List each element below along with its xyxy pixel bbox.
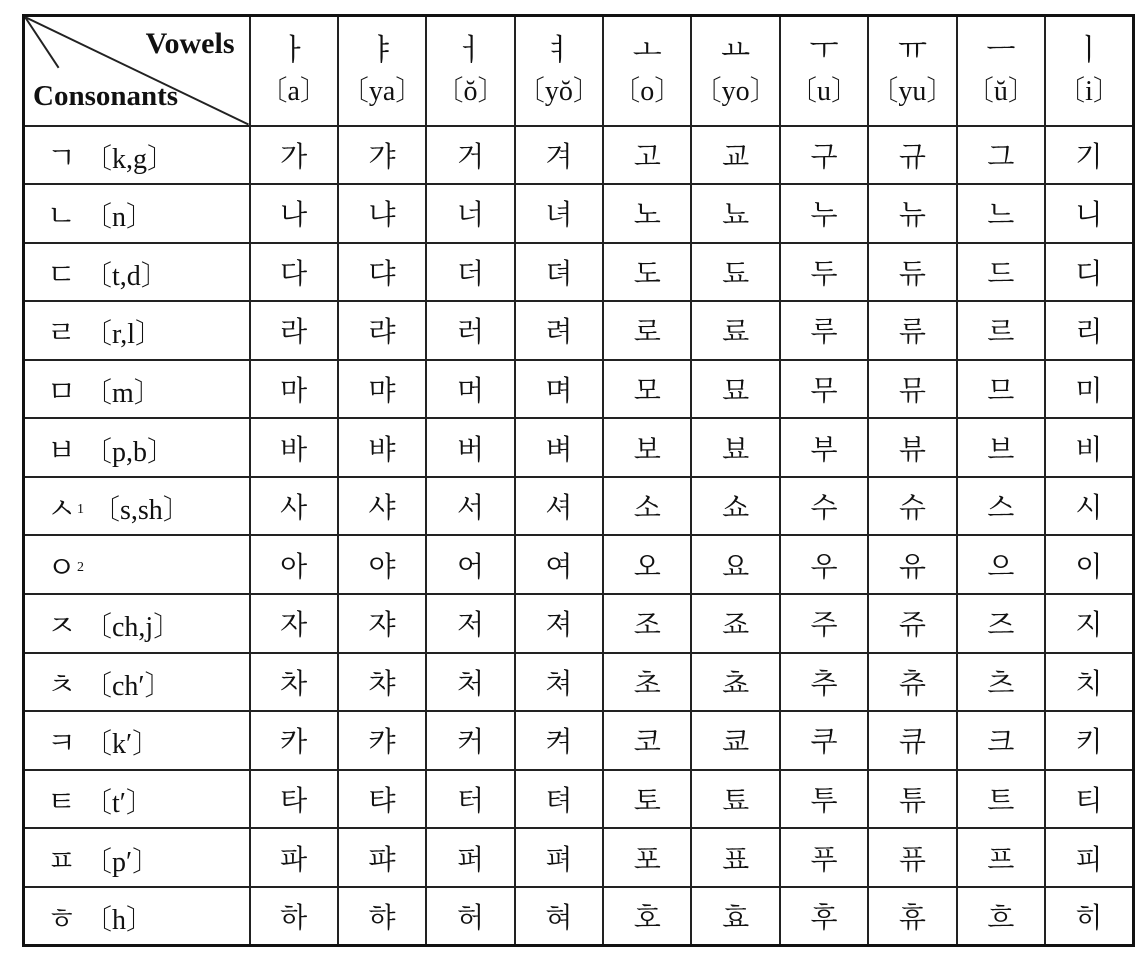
syllable-cell: 토 [603,770,691,829]
syllable-cell: 초 [603,653,691,712]
syllable-cell: 므 [957,360,1045,419]
consonants-label: Consonants [33,79,179,112]
syllable-cell: 오 [603,535,691,594]
consonant-jamo: ㅅ [47,492,76,528]
corner-header [24,16,250,126]
consonant-header [24,477,250,536]
syllable-cell: 추 [780,653,868,712]
table-row [24,828,1134,887]
syllable-cell: 벼 [515,418,603,477]
table-row [24,711,1134,770]
syllable-cell: 켜 [515,711,603,770]
syllable-cell: 규 [868,126,956,185]
syllable-cell: 먀 [338,360,426,419]
consonant-jamo: ㅂ [47,433,76,469]
syllable-cell: 쿠 [780,711,868,770]
consonant-romanization: 〔p,b〕 [83,436,175,468]
syllable-cell: 갸 [338,126,426,185]
vowel-romanization: 〔a〕 [259,75,328,107]
vowel-jamo: ㅛ [721,32,751,68]
syllable-cell: 퍼 [426,828,514,887]
vowel-header [1045,16,1133,126]
syllable-cell: 너 [426,184,514,243]
consonant-header [24,594,250,653]
syllable-cell: 뵤 [691,418,779,477]
consonant-romanization: 〔s,sh〕 [91,495,191,527]
consonant-header [24,828,250,887]
syllable-cell: 휴 [868,887,956,946]
syllable-cell: 피 [1045,828,1133,887]
syllable-cell: 져 [515,594,603,653]
syllable-cell: 즈 [957,594,1045,653]
table-row [24,360,1134,419]
vowel-header [957,16,1045,126]
syllable-cell: 랴 [338,301,426,360]
vowel-romanization: 〔ya〕 [340,75,424,107]
syllable-cell: 뇨 [691,184,779,243]
syllable-cell: 죠 [691,594,779,653]
syllable-cell: 푸 [780,828,868,887]
syllable-cell: 도 [603,243,691,302]
vowel-header [515,16,603,126]
vowel-jamo: ㅗ [632,32,662,68]
hangul-chart [22,14,1132,944]
consonant-romanization: 〔n〕 [83,202,154,234]
vowel-jamo: ㅡ [986,32,1016,68]
consonant-header [24,184,250,243]
vowel-jamo: ㅣ [1074,32,1104,68]
syllable-cell: 쳐 [515,653,603,712]
syllable-cell: 로 [603,301,691,360]
table-row [24,418,1134,477]
consonant-header [24,770,250,829]
syllable-cell: 포 [603,828,691,887]
syllable-cell: 쇼 [691,477,779,536]
syllable-cell: 겨 [515,126,603,185]
consonant-jamo: ㅊ [47,667,76,703]
syllable-cell: 구 [780,126,868,185]
syllable-cell: 료 [691,301,779,360]
syllable-cell: 파 [250,828,338,887]
syllable-cell: 툐 [691,770,779,829]
vowels-label: Vowels [145,27,235,60]
syllable-cell: 퍄 [338,828,426,887]
syllable-cell: 차 [250,653,338,712]
consonant-header [24,535,250,594]
consonant-header [24,418,250,477]
syllable-cell: 려 [515,301,603,360]
consonant-jamo: ㅋ [47,726,76,762]
table-row [24,243,1134,302]
footnote-marker: 2 [76,560,84,576]
syllable-cell: 자 [250,594,338,653]
syllable-cell: 리 [1045,301,1133,360]
syllable-cell: 흐 [957,887,1045,946]
syllable-cell: 뷰 [868,418,956,477]
syllable-cell: 쟈 [338,594,426,653]
syllable-cell: 크 [957,711,1045,770]
consonant-jamo: ㅈ [47,609,76,645]
syllable-cell: 야 [338,535,426,594]
syllable-cell: 느 [957,184,1045,243]
syllable-cell: 터 [426,770,514,829]
syllable-cell: 프 [957,828,1045,887]
syllable-cell: 냐 [338,184,426,243]
syllable-cell: 효 [691,887,779,946]
syllable-cell: 티 [1045,770,1133,829]
syllable-cell: 묘 [691,360,779,419]
syllable-cell: 츠 [957,653,1045,712]
table-row [24,770,1134,829]
syllable-cell: 소 [603,477,691,536]
table-row [24,535,1134,594]
syllable-cell: 후 [780,887,868,946]
syllable-cell: 고 [603,126,691,185]
table-row [24,477,1134,536]
vowel-header [250,16,338,126]
syllable-cell: 마 [250,360,338,419]
syllable-cell: 수 [780,477,868,536]
consonant-jamo: ㄹ [47,316,76,352]
syllable-cell: 쵸 [691,653,779,712]
syllable-cell: 텨 [515,770,603,829]
consonant-jamo: ㅇ [47,550,76,586]
syllable-cell: 조 [603,594,691,653]
syllable-cell: 히 [1045,887,1133,946]
syllable-cell: 거 [426,126,514,185]
syllable-cell: 허 [426,887,514,946]
syllable-cell: 며 [515,360,603,419]
syllable-cell: 뎌 [515,243,603,302]
syllable-cell: 서 [426,477,514,536]
table-row [24,653,1134,712]
syllable-cell: 투 [780,770,868,829]
syllable-cell: 쿄 [691,711,779,770]
syllable-cell: 여 [515,535,603,594]
syllable-cell: 유 [868,535,956,594]
syllable-cell: 그 [957,126,1045,185]
consonant-header [24,653,250,712]
syllable-cell: 이 [1045,535,1133,594]
syllable-cell: 처 [426,653,514,712]
syllable-cell: 타 [250,770,338,829]
syllable-cell: 교 [691,126,779,185]
consonant-romanization: 〔ch′〕 [83,670,173,702]
syllable-cell: 탸 [338,770,426,829]
syllable-cell: 표 [691,828,779,887]
syllable-cell: 나 [250,184,338,243]
syllable-cell: 치 [1045,653,1133,712]
syllable-cell: 녀 [515,184,603,243]
syllable-cell: 지 [1045,594,1133,653]
syllable-cell: 커 [426,711,514,770]
syllable-cell: 큐 [868,711,956,770]
syllable-cell: 트 [957,770,1045,829]
consonant-header [24,360,250,419]
syllable-cell: 버 [426,418,514,477]
syllable-cell: 사 [250,477,338,536]
vowel-romanization: 〔ŭ〕 [965,75,1036,107]
table-body [24,126,1134,946]
consonant-jamo: ㅍ [47,843,76,879]
consonant-header [24,301,250,360]
syllable-cell: 호 [603,887,691,946]
syllable-cell: 댜 [338,243,426,302]
header-row [24,16,1134,126]
syllable-cell: 무 [780,360,868,419]
consonant-romanization: 〔p′〕 [83,846,161,878]
syllable-cell: 뉴 [868,184,956,243]
syllable-cell: 펴 [515,828,603,887]
vowel-header [426,16,514,126]
syllable-cell: 디 [1045,243,1133,302]
table-row [24,301,1134,360]
syllable-cell: 튜 [868,770,956,829]
syllable-cell: 주 [780,594,868,653]
syllable-cell: 셔 [515,477,603,536]
consonant-romanization: 〔ch,j〕 [83,612,182,644]
syllable-cell: 슈 [868,477,956,536]
vowel-jamo: ㅏ [279,32,309,68]
consonant-romanization: 〔t′〕 [83,787,154,819]
syllable-cell: 르 [957,301,1045,360]
vowel-romanization: 〔ŏ〕 [435,75,506,107]
syllable-cell: 러 [426,301,514,360]
syllable-cell: 듀 [868,243,956,302]
syllable-cell: 쥬 [868,594,956,653]
vowel-jamo: ㅑ [367,32,397,68]
syllable-cell: 우 [780,535,868,594]
syllable-cell: 니 [1045,184,1133,243]
consonant-romanization: 〔t,d〕 [83,260,169,292]
syllable-cell: 다 [250,243,338,302]
consonant-jamo: ㅁ [47,375,76,411]
vowel-romanization: 〔yo〕 [693,75,778,107]
consonant-header [24,887,250,946]
table-row [24,184,1134,243]
consonant-romanization: 〔h〕 [83,904,154,936]
syllable-cell: 어 [426,535,514,594]
syllable-cell: 바 [250,418,338,477]
table-row [24,126,1134,185]
vowel-jamo: ㅓ [455,32,485,68]
consonant-romanization: 〔k,g〕 [83,143,175,175]
vowel-romanization: 〔yu〕 [870,75,955,107]
syllable-cell: 으 [957,535,1045,594]
consonant-jamo: ㄱ [47,140,76,176]
syllable-cell: 두 [780,243,868,302]
syllable-cell: 보 [603,418,691,477]
syllable-cell: 캬 [338,711,426,770]
consonant-jamo: ㅎ [47,901,76,937]
vowel-header [868,16,956,126]
hangul-table [22,14,1135,947]
syllable-cell: 류 [868,301,956,360]
vowel-header [338,16,426,126]
syllable-cell: 스 [957,477,1045,536]
table-row [24,887,1134,946]
vowel-romanization: 〔u〕 [789,75,860,107]
syllable-cell: 미 [1045,360,1133,419]
vowel-header [603,16,691,126]
vowel-jamo: ㅕ [544,32,574,68]
vowel-jamo: ㅜ [809,32,839,68]
vowel-header [780,16,868,126]
syllable-cell: 부 [780,418,868,477]
consonant-jamo: ㄷ [47,257,76,293]
syllable-cell: 기 [1045,126,1133,185]
syllable-cell: 카 [250,711,338,770]
syllable-cell: 키 [1045,711,1133,770]
syllable-cell: 라 [250,301,338,360]
syllable-cell: 가 [250,126,338,185]
syllable-cell: 누 [780,184,868,243]
syllable-cell: 모 [603,360,691,419]
syllable-cell: 비 [1045,418,1133,477]
consonant-jamo: ㄴ [47,199,76,235]
vowel-romanization: 〔i〕 [1057,75,1121,107]
syllable-cell: 저 [426,594,514,653]
syllable-cell: 뮤 [868,360,956,419]
vowel-header [691,16,779,126]
syllable-cell: 브 [957,418,1045,477]
consonant-header [24,711,250,770]
syllable-cell: 뱌 [338,418,426,477]
consonant-header [24,243,250,302]
table-row [24,594,1134,653]
vowel-jamo: ㅠ [897,32,927,68]
vowel-romanization: 〔o〕 [612,75,683,107]
consonant-jamo: ㅌ [47,784,76,820]
syllable-cell: 혀 [515,887,603,946]
syllable-cell: 아 [250,535,338,594]
syllable-cell: 하 [250,887,338,946]
vowel-romanization: 〔yŏ〕 [516,75,601,107]
syllable-cell: 코 [603,711,691,770]
syllable-cell: 요 [691,535,779,594]
syllable-cell: 됴 [691,243,779,302]
syllable-cell: 시 [1045,477,1133,536]
footnote-marker: 1 [76,501,84,517]
syllable-cell: 더 [426,243,514,302]
syllable-cell: 챠 [338,653,426,712]
consonant-romanization: 〔k′〕 [83,729,161,761]
syllable-cell: 퓨 [868,828,956,887]
syllable-cell: 노 [603,184,691,243]
consonant-header [24,126,250,185]
consonant-romanization: 〔r,l〕 [83,319,163,351]
syllable-cell: 햐 [338,887,426,946]
syllable-cell: 드 [957,243,1045,302]
syllable-cell: 머 [426,360,514,419]
syllable-cell: 츄 [868,653,956,712]
syllable-cell: 샤 [338,477,426,536]
consonant-romanization: 〔m〕 [83,378,162,410]
syllable-cell: 루 [780,301,868,360]
